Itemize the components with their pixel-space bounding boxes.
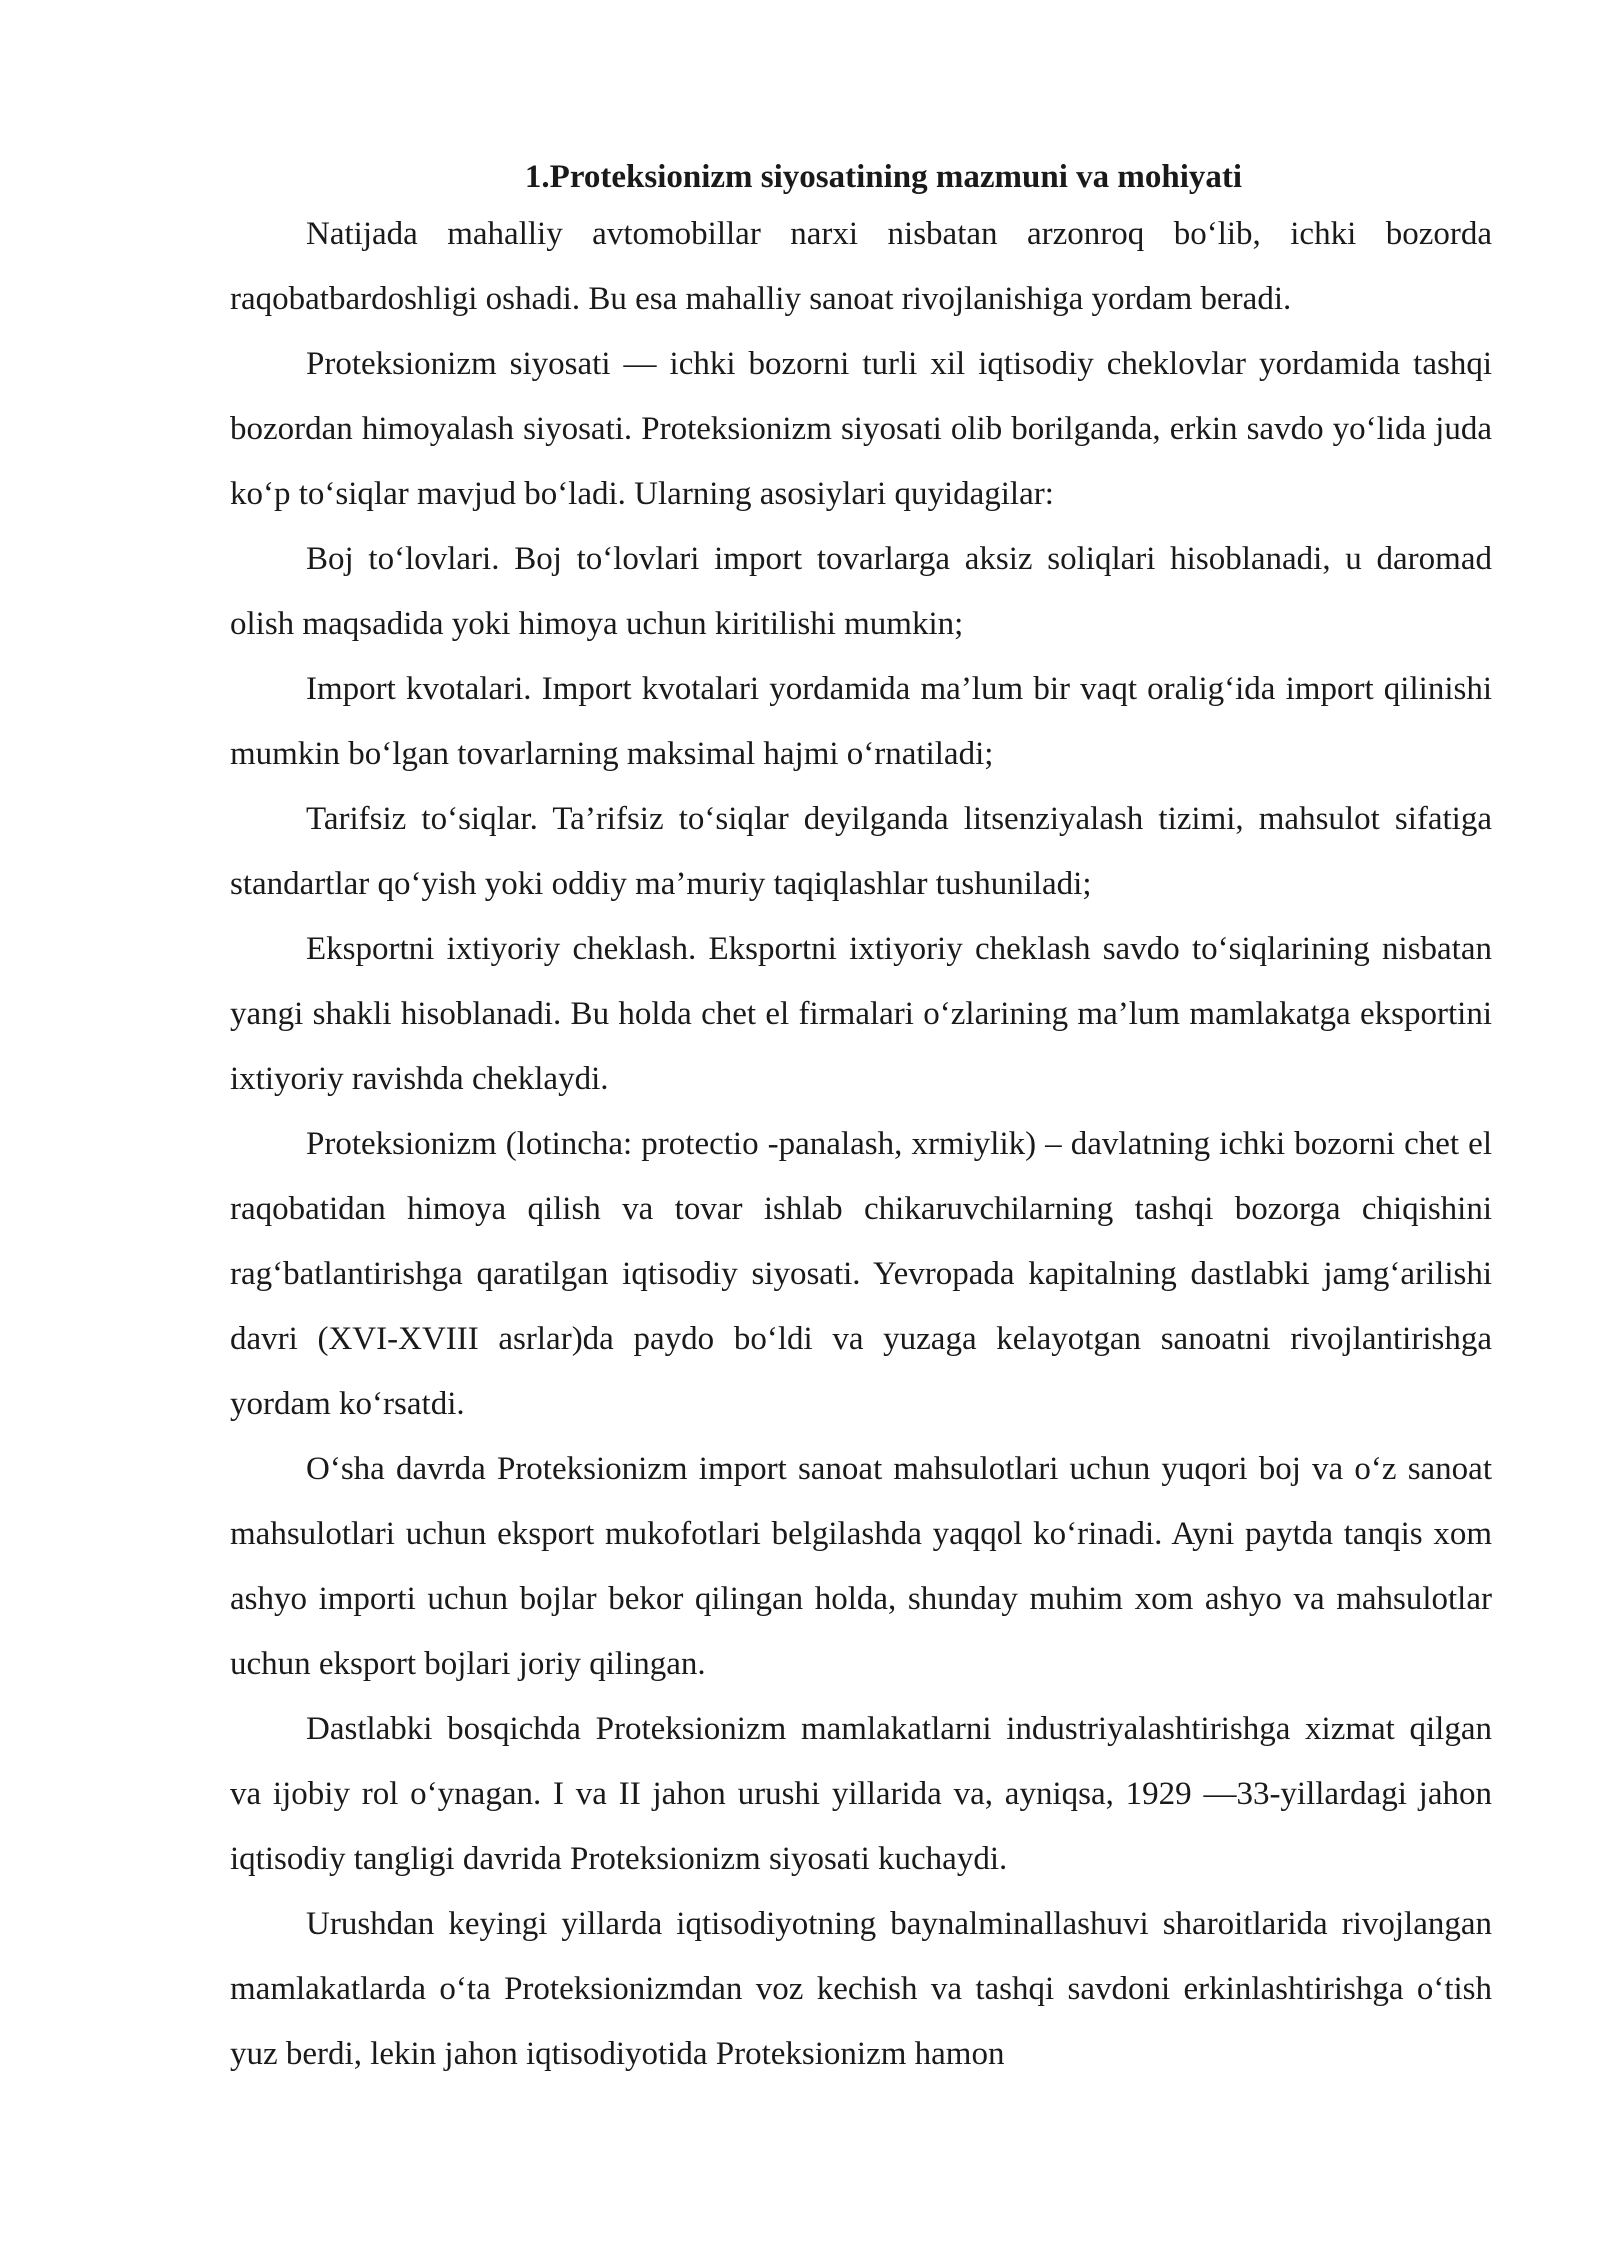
paragraph: Dastlabki bosqichda Proteksionizm mamlakatlarni industriyalashtirishga xizmat qilgan va ijobiy rol o‘ynagan. I va II jahon urushi yillarida va, ayniqsa, 1929 —33-yillardagi jahon iqtisodiy tangligi davrida Proteksionizm siyosati kuchaydi. xyxy=(230,1711,1492,1877)
document-body xyxy=(230,152,1492,2087)
paragraph: Import kvotalari. Import kvotalari yordamida ma’lum bir vaqt oralig‘ida import qilinishi mumkin bo‘lgan tovarlarning maksimal hajmi o‘rnatiladi; xyxy=(230,671,1492,772)
section-title: 1.Proteksionizm siyosatining mazmuni va mohiyati xyxy=(524,159,1243,195)
paragraph: Proteksionizm (lotincha: protectio -panalash, xrmiylik) – davlatning ichki bozorni chet el raqobatidan himoya qilish va tovar ishlab chikaruvchilarning tashqi bozorga chiqishini rag‘batlantirishga qaratilgan iqtisodiy siyosati. Yevropada kapitalning dastlabki jamg‘arilishi davri (XVI-XVIII asrlar)da paydo bo‘ldi va yuzaga kelayotgan sanoatni rivojlantirishga yordam ko‘rsatdi. xyxy=(230,1126,1492,1422)
paragraph: Proteksionizm siyosati — ichki bozorni turli xil iqtisodiy cheklovlar yordamida tashqi bozordan himoyalash siyosati. Proteksionizm siyosati olib borilganda, erkin savdo yo‘lida juda ko‘p to‘siqlar mavjud bo‘ladi. Ularning asosiylari quyidagilar: xyxy=(230,346,1492,512)
paragraph: Boj to‘lovlari. Boj to‘lovlari import tovarlarga aksiz soliqlari hisoblanadi, u daromad olish maqsadida yoki himoya uchun kiritilishi mumkin; xyxy=(230,541,1492,642)
paragraph: Natijada mahalliy avtomobillar narxi nisbatan arzonroq bo‘lib, ichki bozorda raqobatbardoshligi oshadi. Bu esa mahalliy sanoat rivojlanishiga yordam beradi. xyxy=(230,216,1492,317)
paragraph: Urushdan keyingi yillarda iqtisodiyotning baynalminallashuvi sharoitlarida rivojlangan mamlakatlarda o‘ta Proteksionizmdan voz kechish va tashqi savdoni erkinlashtirishga o‘tish yuz berdi, lekin jahon iqtisodiyotida Proteksionizm hamon xyxy=(230,1906,1492,2072)
paragraph: Tarifsiz to‘siqlar. Ta’rifsiz to‘siqlar deyilganda litsenziyalash tizimi, mahsulot sifatiga standartlar qo‘yish yoki oddiy ma’muriy taqiqlashlar tushuniladi; xyxy=(230,801,1492,902)
paragraph: Eksportni ixtiyoriy cheklash. Eksportni ixtiyoriy cheklash savdo to‘siqlarining nisbatan yangi shakli hisoblanadi. Bu holda chet el firmalari o‘zlarining ma’lum mamlakatga eksportini ixtiyoriy ravishda cheklaydi. xyxy=(230,931,1492,1097)
paragraph: O‘sha davrda Proteksionizm import sanoat mahsulotlari uchun yuqori boj va o‘z sanoat mahsulotlari uchun eksport mukofotlari belgilashda yaqqol ko‘rinadi. Ayni paytda tanqis xom ashyo importi uchun bojlar bekor qilingan holda, shunday muhim xom ashyo va mahsulotlar uchun eksport bojlari joriy qilingan. xyxy=(230,1451,1492,1682)
